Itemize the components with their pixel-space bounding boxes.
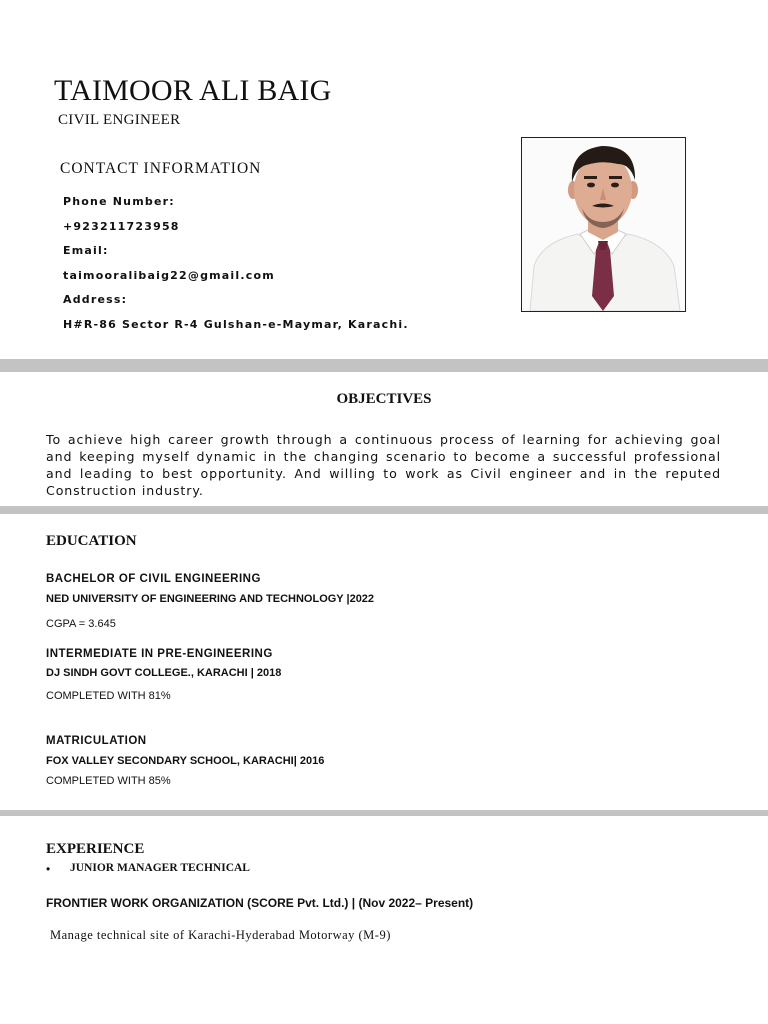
education-degree: INTERMEDIATE IN PRE-ENGINEERING [46, 648, 273, 660]
education-note: CGPA = 3.645 [46, 618, 116, 630]
objectives-text: To achieve high career growth through a continuous process of learning for achieving goal and keeping myself dynamic in the changing scenario to become a successful professional and leading to best opportunity. And willing to work as Civil engineer and in the reputed Construction industry. [46, 432, 721, 498]
education-institution: DJ SINDH GOVT COLLEGE., KARACHI | 2018 [46, 667, 282, 679]
experience-position: JUNIOR MANAGER TECHNICAL [70, 862, 250, 874]
phone-label: Phone Number: [63, 195, 175, 208]
person-illustration [522, 138, 685, 311]
phone-value: +923211723958 [63, 220, 180, 233]
profile-photo [521, 137, 686, 312]
education-note: COMPLETED WITH 81% [46, 690, 171, 702]
education-degree: BACHELOR OF CIVIL ENGINEERING [46, 573, 261, 585]
address-label: Address: [63, 293, 128, 306]
objectives-heading: OBJECTIVES [336, 391, 432, 407]
section-divider [0, 810, 768, 816]
education-institution: NED UNIVERSITY OF ENGINEERING AND TECHNOLOGY |2022 [46, 593, 375, 605]
email-label: Email: [63, 244, 109, 257]
experience-organization: FRONTIER WORK ORGANIZATION (SCORE Pvt. Ltd.) | (Nov 2022– Present) [46, 896, 474, 910]
contact-heading: CONTACT INFORMATION [60, 160, 262, 177]
education-note: COMPLETED WITH 85% [46, 775, 171, 787]
candidate-name: TAIMOOR ALI BAIG [54, 74, 332, 107]
education-heading: EDUCATION [46, 533, 137, 549]
candidate-title: CIVIL ENGINEER [58, 112, 181, 128]
education-institution: FOX VALLEY SECONDARY SCHOOL, KARACHI| 2016 [46, 755, 325, 767]
section-divider [0, 359, 768, 372]
bullet-icon: • [46, 862, 51, 876]
address-value: H#R-86 Sector R-4 Gulshan-e-Maymar, Karachi. [63, 318, 409, 331]
education-degree: MATRICULATION [46, 735, 147, 747]
section-divider [0, 506, 768, 514]
experience-task: Manage technical site of Karachi-Hyderabad Motorway (M-9) [50, 928, 391, 942]
email-value: taimooralibaig22@gmail.com [63, 269, 275, 282]
experience-heading: EXPERIENCE [46, 841, 145, 857]
